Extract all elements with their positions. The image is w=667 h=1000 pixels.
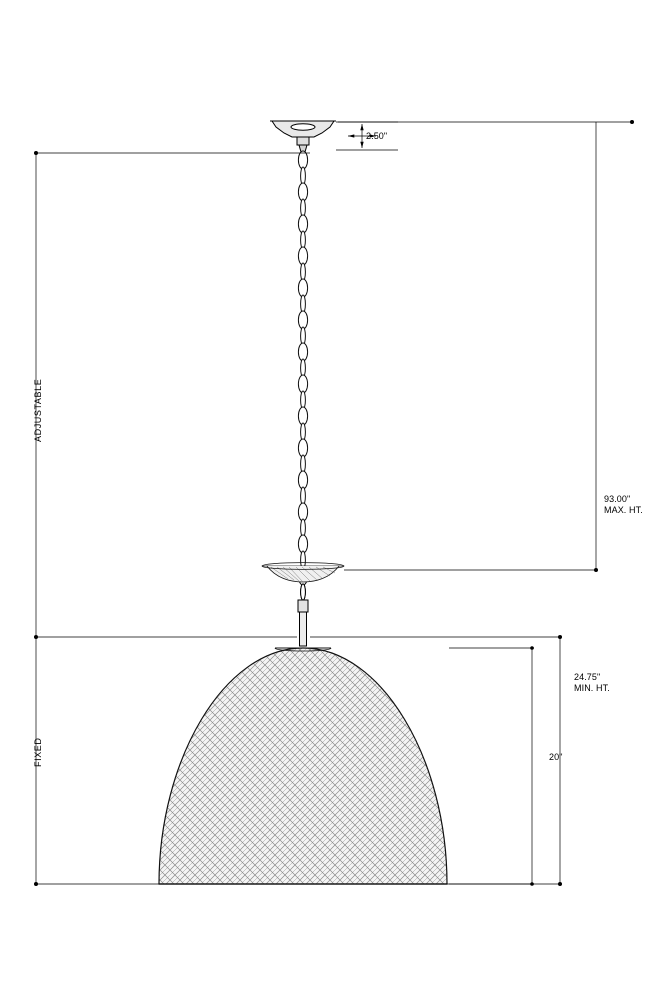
- canopy-height-label: 2.50": [366, 131, 388, 141]
- ceiling-canopy: [270, 121, 336, 152]
- shade-height-label: 20": [549, 752, 563, 762]
- min-height-value-label: 24.75": [574, 672, 601, 682]
- lower-stem: [298, 584, 308, 646]
- max-height-value-label: 93.00": [604, 494, 631, 504]
- dim-shade-height: [449, 646, 534, 886]
- min-height-note-label: MIN. HT.: [574, 683, 610, 693]
- adjustable-section-label: ADJUSTABLE: [33, 378, 43, 442]
- max-height-note-label: MAX. HT.: [604, 505, 643, 515]
- hanging-chain: [298, 151, 307, 600]
- fixed-section-label: FIXED: [33, 737, 43, 767]
- fixture-geometry: [159, 121, 447, 884]
- dome-shade: [159, 648, 447, 884]
- dim-max-height: [338, 120, 634, 572]
